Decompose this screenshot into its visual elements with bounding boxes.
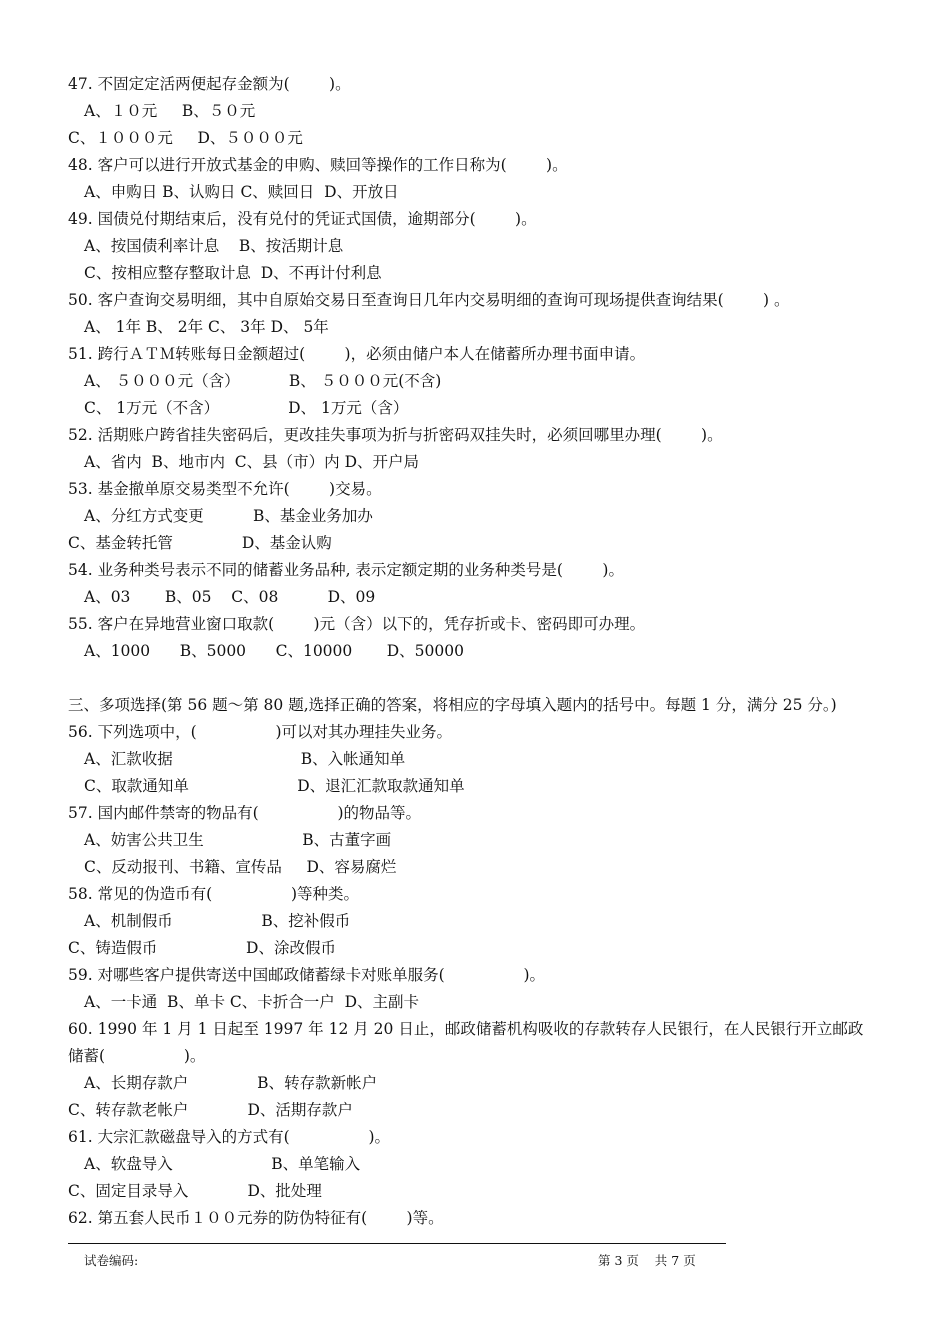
- options-58-ab: A、机制假币 B、挖补假币: [84, 912, 351, 930]
- options-50: A、 1年 B、 2年 C、 3年 D、 5年: [84, 318, 329, 336]
- options-52: A、省内 B、地市内 C、县（市）内 D、开户局: [84, 453, 420, 471]
- options-61-ab: A、软盘导入 B、单笔输入: [84, 1155, 361, 1173]
- options-56-ab: A、汇款收据 B、入帐通知单: [84, 750, 406, 768]
- exam-code-label: 试卷编码:: [84, 1253, 139, 1268]
- question-60: 60. 1990 年 1 月 1 日起至 1997 年 12 月 20 日止，邮政储蓄机构吸收的存款转存人民银行，在人民银行开立邮政: [68, 1020, 864, 1038]
- question-57: 57. 国内邮件禁寄的物品有( )的物品等。: [68, 804, 422, 822]
- question-61: 61. 大宗汇款磁盘导入的方式有( )。: [68, 1128, 391, 1146]
- question-56: 56. 下列选项中，( )可以对其办理挂失业务。: [68, 723, 453, 741]
- options-49-cd: C、按相应整存整取计息 D、不再计付利息: [84, 264, 382, 282]
- question-48: 48. 客户可以进行开放式基金的申购、赎回等操作的工作日称为( )。: [68, 156, 568, 174]
- question-52: 52. 活期账户跨省挂失密码后，更改挂失事项为折与折密码双挂失时，必须回哪里办理( )。: [68, 426, 723, 444]
- options-61-cd: C、固定目录导入 D、批处理: [68, 1182, 322, 1200]
- options-53-ab: A、分红方式变更 B、基金业务加办: [84, 507, 373, 525]
- options-57-cd: C、反动报刊、书籍、宣传品 D、容易腐烂: [84, 858, 397, 876]
- options-53-cd: C、基金转托管 D、基金认购: [68, 534, 332, 552]
- options-56-cd: C、取款通知单 D、退汇汇款取款通知单: [84, 777, 465, 795]
- question-58: 58. 常见的伪造币有( )等种类。: [68, 885, 360, 903]
- question-53: 53. 基金撤单原交易类型不允许( )交易。: [68, 480, 382, 498]
- question-49: 49. 国债兑付期结束后，没有兑付的凭证式国债，逾期部分( )。: [68, 210, 537, 228]
- question-54: 54. 业务种类号表示不同的储蓄业务品种, 表示定额定期的业务种类号是( )。: [68, 561, 624, 579]
- question-60-continued: 储蓄( )。: [68, 1047, 206, 1065]
- question-59: 59. 对哪些客户提供寄送中国邮政储蓄绿卡对账单服务( )。: [68, 966, 546, 984]
- question-55: 55. 客户在异地营业窗口取款( )元（含）以下的，凭存折或卡、密码即可办理。: [68, 615, 646, 633]
- options-60-cd: C、转存款老帐户 D、活期存款户: [68, 1101, 353, 1119]
- options-57-ab: A、妨害公共卫生 B、古董字画: [84, 831, 392, 849]
- options-59: A、一卡通 B、单卡 C、卡折合一户 D、主副卡: [84, 993, 420, 1011]
- question-62: 62. 第五套人民币１００元券的防伪特征有( )等。: [68, 1209, 444, 1227]
- options-55: A、1000 B、5000 C、10000 D、50000: [84, 642, 464, 660]
- question-51: 51. 跨行ＡＴＭ转账每日金额超过( )，必须由储户本人在储蓄所办理书面申请。: [68, 345, 646, 363]
- options-47-ab: A、１０元 B、５０元: [84, 102, 256, 120]
- options-54: A、03 B、05 C、08 D、09: [84, 588, 376, 606]
- footer-divider: [68, 1243, 726, 1244]
- section-heading-multiple-choice: 三、多项选择(第 56 题～第 80 题,选择正确的答案，将相应的字母填入题内的括号中。每题 1 分，满分 25 分。): [68, 696, 837, 714]
- options-51-cd: C、 1万元（不含） D、 1万元（含）: [84, 399, 409, 417]
- options-48: A、申购日 B、认购日 C、赎回日 D、开放日: [84, 183, 399, 201]
- question-47: 47. 不固定定活两便起存金额为( )。: [68, 75, 351, 93]
- question-50: 50. 客户查询交易明细，其中自原始交易日至查询日几年内交易明细的查询可现场提供查询结果( ) 。: [68, 291, 790, 309]
- options-58-cd: C、铸造假币 D、涂改假币: [68, 939, 336, 957]
- options-47-cd: C、１０００元 D、５０００元: [68, 129, 303, 147]
- page-number: 第 3 页 共 7 页: [598, 1253, 696, 1268]
- options-51-ab: A、 ５０００元（含） B、 ５０００元(不含): [84, 372, 442, 390]
- options-49-ab: A、按国债利率计息 B、按活期计息: [84, 237, 344, 255]
- options-60-ab: A、长期存款户 B、转存款新帐户: [84, 1074, 378, 1092]
